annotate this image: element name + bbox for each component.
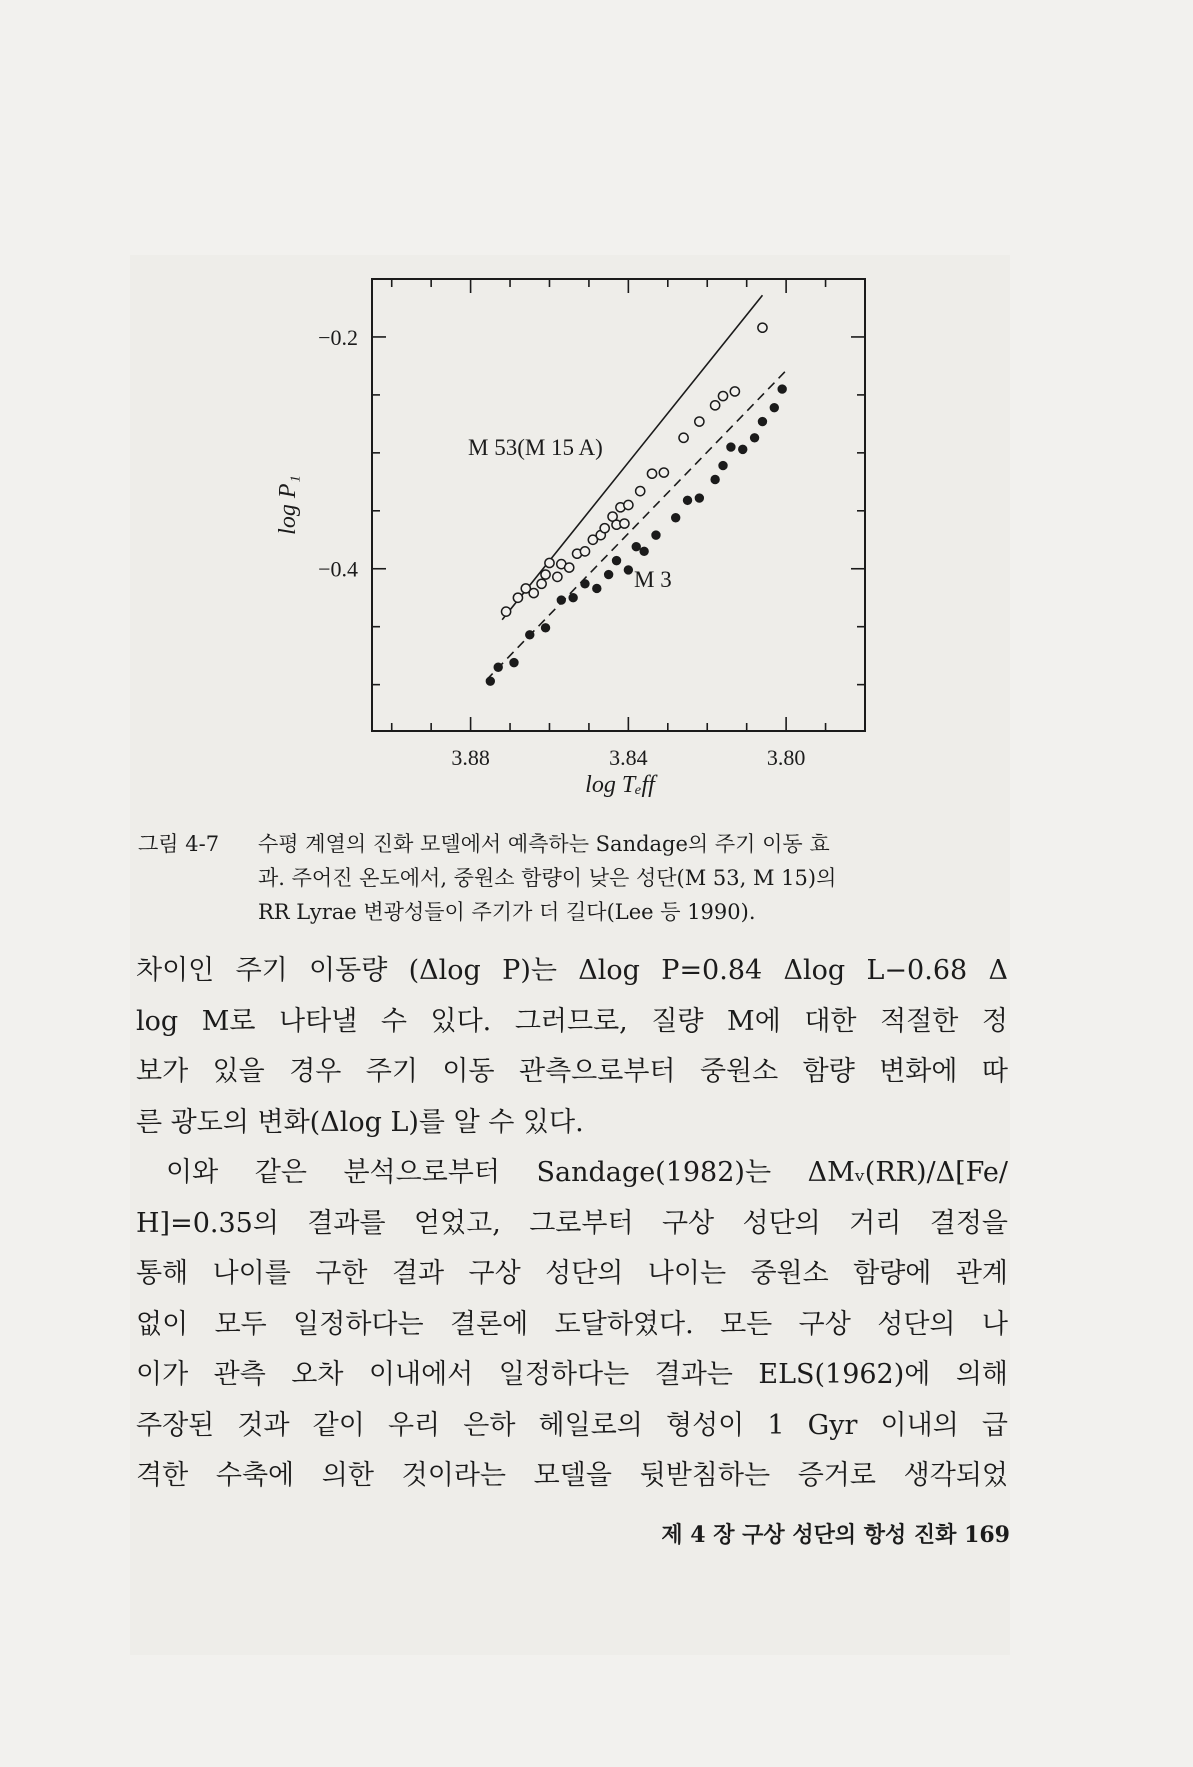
point-m3 <box>510 658 518 666</box>
point-m3 <box>486 677 494 685</box>
body-line: 없이 모두 일정하다는 결론에 도달하였다. 모든 구상 성단의 나 <box>136 1308 1008 1340</box>
data-points <box>486 323 786 685</box>
point-m3 <box>711 475 719 483</box>
point-m3 <box>557 596 565 604</box>
body-line: 격한 수축에 의한 것이라는 모델을 뒷받침하는 증거로 생각되었 <box>136 1460 1008 1491</box>
x-tick-label: 3.84 <box>609 745 648 770</box>
point-m53 <box>529 588 538 597</box>
point-m3 <box>739 445 747 453</box>
body-paragraphs <box>136 946 1008 1502</box>
point-m3 <box>778 385 786 393</box>
scatter-figure <box>0 0 1193 820</box>
series-label-m3: M 3 <box>634 567 672 592</box>
point-m53 <box>537 579 546 588</box>
point-m3 <box>671 514 679 522</box>
point-m53 <box>600 524 609 533</box>
point-m3 <box>526 631 534 639</box>
body-line: 른 광도의 변화(Δlog L)를 알 수 있다. <box>136 1106 584 1138</box>
point-m53 <box>679 433 688 442</box>
caption-number: 그림 4-7 <box>138 832 220 856</box>
point-m53 <box>580 547 589 556</box>
point-m3 <box>494 663 502 671</box>
caption-line: 수평 계열의 진화 모델에서 예측하는 Sandage의 주기 이동 효 <box>258 832 830 856</box>
point-m53 <box>513 593 522 602</box>
point-m53 <box>711 401 720 410</box>
point-m3 <box>604 570 612 578</box>
point-m3 <box>695 494 703 502</box>
caption-text <box>258 827 1008 929</box>
point-m53 <box>624 500 633 509</box>
point-m3 <box>541 624 549 632</box>
body-line: log M로 나타낼 수 있다. 그러므로, 질량 M에 대한 적절한 정 <box>136 1005 1008 1037</box>
point-m53 <box>620 519 629 528</box>
point-m3 <box>581 580 589 588</box>
point-m53 <box>545 558 554 567</box>
point-m53 <box>758 323 767 332</box>
point-m53 <box>647 469 656 478</box>
point-m3 <box>719 461 727 469</box>
point-m3 <box>770 403 778 411</box>
point-m3 <box>569 594 577 602</box>
y-tick-label: −0.2 <box>318 324 358 350</box>
point-m3 <box>632 543 640 551</box>
point-m3 <box>683 496 691 504</box>
point-m53 <box>553 572 562 581</box>
body-line: 차이인 주기 이동량 (Δlog P)는 Δlog P=0.84 Δlog L−0.68 Δ <box>136 955 1008 986</box>
point-m53 <box>718 391 727 400</box>
body-line: 통해 나이를 구한 결과 구상 성단의 나이는 중원소 함량에 관계 <box>136 1258 1008 1289</box>
point-m53 <box>659 468 668 477</box>
body-line: 이가 관측 오차 이내에서 일정하다는 결과는 ELS(1962)에 의해 <box>136 1359 1008 1390</box>
point-m53 <box>541 570 550 579</box>
point-m3 <box>593 584 601 592</box>
point-m53 <box>695 417 704 426</box>
page-footer: 제 4 장 구상 성단의 항성 진화 169 <box>661 1522 1010 1548</box>
point-m53 <box>565 563 574 572</box>
x-tick-label: 3.80 <box>766 745 806 770</box>
body-line: 보가 있을 경우 주기 이동 관측으로부터 중원소 함량 변화에 따 <box>136 1056 1008 1087</box>
point-m3 <box>652 531 660 539</box>
point-m53 <box>636 486 645 495</box>
caption-line: 과. 주어진 온도에서, 중원소 함량이 낮은 성단(M 53, M 15)의 <box>258 866 837 890</box>
point-m3 <box>750 434 758 442</box>
point-m3 <box>727 443 735 451</box>
caption-line: RR Lyrae 변광성들이 주기가 더 길다(Lee 등 1990). <box>258 900 756 924</box>
y-axis-label: log P₁ <box>275 475 301 535</box>
point-m3 <box>640 547 648 555</box>
point-m53 <box>730 387 739 396</box>
series-label-m53: M 53(M 15 A) <box>468 435 603 460</box>
point-m3 <box>624 566 632 574</box>
point-m3 <box>612 556 620 564</box>
body-line: 이와 같은 분석으로부터 Sandage(1982)는 ΔMᵥ(RR)/Δ[Fe/ <box>166 1157 1008 1188</box>
y-tick-label: −0.4 <box>318 556 358 582</box>
x-tick-label: 3.88 <box>451 745 490 770</box>
point-m3 <box>758 417 766 425</box>
body-line: 주장된 것과 같이 우리 은하 헤일로의 형성이 1 Gyr 이내의 급 <box>136 1409 1008 1441</box>
body-line: H]=0.35의 결과를 얻었고, 그로부터 구상 성단의 거리 결정을 <box>136 1207 1008 1239</box>
x-axis-label: log Tₑff <box>585 772 655 798</box>
point-m53 <box>501 607 510 616</box>
